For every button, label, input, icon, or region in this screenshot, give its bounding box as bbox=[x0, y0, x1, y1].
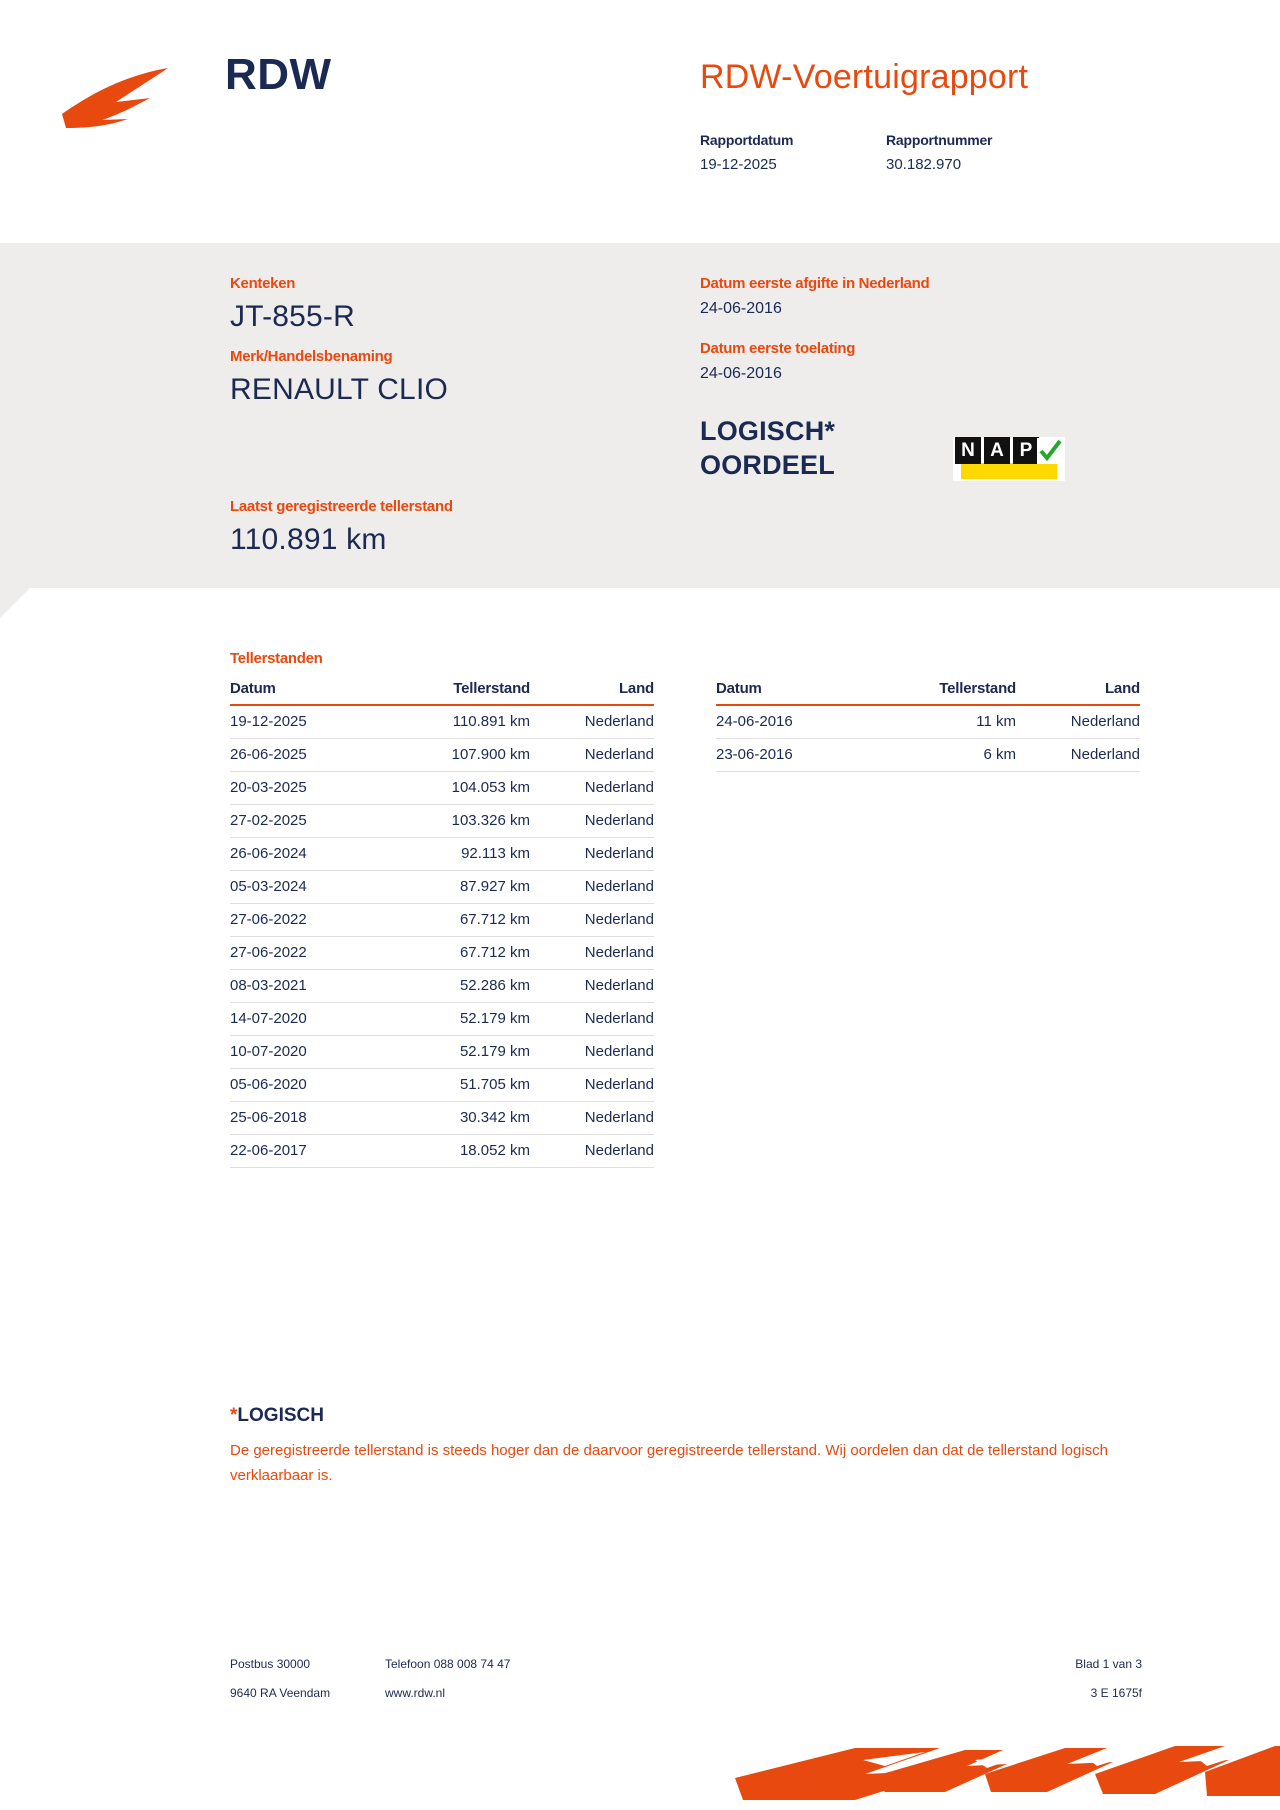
cell-date: 20-03-2025 bbox=[230, 772, 380, 805]
report-meta bbox=[700, 132, 1036, 173]
verdict-line-1: LOGISCH* bbox=[700, 416, 836, 446]
cell-odometer: 67.712 km bbox=[380, 937, 544, 970]
footnote-body: De geregistreerde tellerstand is steeds hoger dan de daarvoor geregistreerde tellerstand. Wij oordelen dan dat de tellerstand logisch verklaarbaar is. bbox=[230, 1442, 1109, 1484]
cell-country: Nederland bbox=[1030, 705, 1140, 739]
table-row bbox=[230, 1036, 654, 1069]
cell-date: 05-03-2024 bbox=[230, 871, 380, 904]
column-header-odometer: Tellerstand bbox=[866, 676, 1030, 705]
footnote-star: * bbox=[230, 1405, 238, 1426]
table-row bbox=[230, 1069, 654, 1102]
rdw-feather-logo-icon bbox=[58, 62, 208, 132]
footer-address-line-2: 9640 RA Veendam bbox=[230, 1685, 331, 1700]
cell-date: 26-06-2025 bbox=[230, 739, 380, 772]
footer-page-info bbox=[1075, 1650, 1142, 1708]
table-header-row bbox=[716, 676, 1140, 705]
table-row bbox=[230, 1003, 654, 1036]
cell-date: 05-06-2020 bbox=[230, 1069, 380, 1102]
odometer-table-right bbox=[716, 676, 1140, 772]
cell-odometer: 51.705 km bbox=[380, 1069, 544, 1102]
table-row bbox=[716, 705, 1140, 739]
nap-letter-a: A bbox=[984, 437, 1010, 464]
cell-country: Nederland bbox=[1030, 739, 1140, 772]
cell-odometer: 6 km bbox=[866, 739, 1030, 772]
cell-odometer: 52.179 km bbox=[380, 1036, 544, 1069]
cell-country: Nederland bbox=[544, 1135, 654, 1168]
table-row bbox=[230, 871, 654, 904]
footer-address-line-1: Postbus 30000 bbox=[230, 1657, 311, 1671]
document-header bbox=[0, 0, 1280, 238]
table-row bbox=[230, 772, 654, 805]
verdict-text bbox=[700, 415, 835, 483]
table-row bbox=[230, 970, 654, 1003]
odometer-table-left bbox=[230, 676, 654, 1168]
table-row bbox=[716, 739, 1140, 772]
footer-website[interactable]: www.rdw.nl bbox=[385, 1685, 446, 1700]
nap-letter-p: P bbox=[1013, 437, 1039, 464]
last-odometer-value: 110.891 km bbox=[230, 523, 387, 556]
cell-country: Nederland bbox=[544, 1003, 654, 1036]
cell-odometer: 110.891 km bbox=[380, 705, 544, 739]
table-row bbox=[230, 1135, 654, 1168]
cell-date: 14-07-2020 bbox=[230, 1003, 380, 1036]
nap-yellow-bar bbox=[961, 463, 1057, 479]
table-row bbox=[230, 838, 654, 871]
rdw-wordmark: RDW bbox=[225, 50, 332, 99]
licence-value: JT-855-R bbox=[230, 300, 355, 333]
cell-odometer: 107.900 km bbox=[380, 739, 544, 772]
licence-label: Kenteken bbox=[230, 275, 296, 292]
report-date-value: 19-12-2025 bbox=[700, 156, 777, 173]
column-header-country: Land bbox=[1030, 676, 1140, 705]
report-number-label: Rapportnummer bbox=[886, 132, 993, 148]
vehicle-identity-column bbox=[230, 275, 650, 407]
cell-country: Nederland bbox=[544, 705, 654, 739]
column-header-date: Datum bbox=[230, 676, 380, 705]
cell-country: Nederland bbox=[544, 805, 654, 838]
footer-address bbox=[230, 1650, 330, 1708]
first-admission-value: 24-06-2016 bbox=[700, 365, 782, 382]
cell-date: 27-06-2022 bbox=[230, 904, 380, 937]
table-row bbox=[230, 937, 654, 970]
make-label: Merk/Handelsbenaming bbox=[230, 348, 393, 365]
footer-doc-code: 3 E 1675f bbox=[1090, 1685, 1142, 1700]
footer-page-number: Blad 1 van 3 bbox=[1075, 1657, 1142, 1671]
cell-odometer: 18.052 km bbox=[380, 1135, 544, 1168]
panel-corner-notch bbox=[0, 588, 30, 618]
vehicle-summary-content bbox=[0, 243, 1280, 588]
cell-odometer: 67.712 km bbox=[380, 904, 544, 937]
cell-country: Nederland bbox=[544, 937, 654, 970]
footnote-section bbox=[230, 1405, 1150, 1489]
cell-date: 24-06-2016 bbox=[716, 705, 866, 739]
nap-letters bbox=[955, 437, 1039, 464]
footer-phone: Telefoon 088 008 74 47 bbox=[385, 1657, 511, 1671]
cell-country: Nederland bbox=[544, 739, 654, 772]
table-row bbox=[230, 1102, 654, 1135]
footnote-title-text: LOGISCH bbox=[237, 1405, 324, 1426]
first-admission-label: Datum eerste toelating bbox=[700, 340, 856, 357]
column-header-country: Land bbox=[544, 676, 654, 705]
cell-country: Nederland bbox=[544, 1102, 654, 1135]
first-issue-nl-label: Datum eerste afgifte in Nederland bbox=[700, 275, 930, 292]
page-title: RDW-Voertuigrapport bbox=[700, 58, 1029, 96]
report-number-block bbox=[886, 132, 1036, 173]
cell-odometer: 87.927 km bbox=[380, 871, 544, 904]
nap-letter-n: N bbox=[955, 437, 981, 464]
cell-date: 25-06-2018 bbox=[230, 1102, 380, 1135]
report-number-value: 30.182.970 bbox=[886, 156, 962, 173]
column-header-odometer: Tellerstand bbox=[380, 676, 544, 705]
column-header-date: Datum bbox=[716, 676, 866, 705]
nap-logo bbox=[953, 437, 1065, 481]
report-date-label: Rapportdatum bbox=[700, 132, 794, 148]
cell-odometer: 103.326 km bbox=[380, 805, 544, 838]
footnote-title bbox=[230, 1405, 1150, 1427]
cell-date: 08-03-2021 bbox=[230, 970, 380, 1003]
report-date-block bbox=[700, 132, 850, 173]
cell-date: 27-06-2022 bbox=[230, 937, 380, 970]
cell-date: 22-06-2017 bbox=[230, 1135, 380, 1168]
cell-country: Nederland bbox=[544, 904, 654, 937]
vehicle-dates-column bbox=[700, 275, 1130, 383]
nap-checkmark-icon bbox=[1037, 438, 1063, 464]
cell-odometer: 92.113 km bbox=[380, 838, 544, 871]
table-row bbox=[230, 904, 654, 937]
make-value: RENAULT CLIO bbox=[230, 373, 449, 406]
cell-odometer: 52.179 km bbox=[380, 1003, 544, 1036]
cell-country: Nederland bbox=[544, 970, 654, 1003]
last-odometer-block bbox=[230, 498, 453, 557]
cell-country: Nederland bbox=[544, 838, 654, 871]
cell-date: 26-06-2024 bbox=[230, 838, 380, 871]
cell-odometer: 11 km bbox=[866, 705, 1030, 739]
cell-date: 23-06-2016 bbox=[716, 739, 866, 772]
first-issue-nl-value: 24-06-2016 bbox=[700, 300, 782, 317]
cell-date: 27-02-2025 bbox=[230, 805, 380, 838]
last-odometer-label: Laatst geregistreerde tellerstand bbox=[230, 498, 453, 515]
table-row bbox=[230, 705, 654, 739]
cell-country: Nederland bbox=[544, 871, 654, 904]
table-row bbox=[230, 805, 654, 838]
cell-country: Nederland bbox=[544, 772, 654, 805]
table-row bbox=[230, 739, 654, 772]
footer-contact bbox=[385, 1650, 510, 1708]
cell-odometer: 30.342 km bbox=[380, 1102, 544, 1135]
footer-decoration-icon bbox=[735, 1740, 1280, 1810]
cell-date: 10-07-2020 bbox=[230, 1036, 380, 1069]
odometer-section-title: Tellerstanden bbox=[230, 650, 323, 667]
verdict-line-2: OORDEEL bbox=[700, 449, 835, 480]
cell-country: Nederland bbox=[544, 1036, 654, 1069]
table-header-row bbox=[230, 676, 654, 705]
cell-odometer: 104.053 km bbox=[380, 772, 544, 805]
cell-date: 19-12-2025 bbox=[230, 705, 380, 739]
cell-country: Nederland bbox=[544, 1069, 654, 1102]
cell-odometer: 52.286 km bbox=[380, 970, 544, 1003]
